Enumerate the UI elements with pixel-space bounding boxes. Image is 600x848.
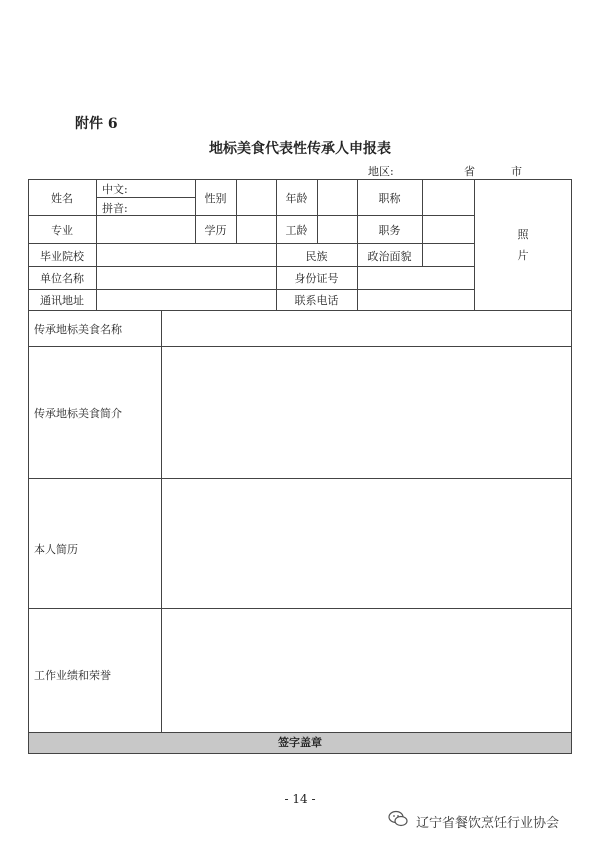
wechat-icon (388, 810, 408, 828)
major-label: 专业 (51, 224, 73, 237)
form-title: 地标美食代表性传承人申报表 (209, 141, 391, 157)
city-label: 市 (511, 165, 522, 178)
resume-label: 本人简历 (34, 543, 78, 556)
food-name-label: 传承地标美食名称 (34, 323, 122, 336)
photo-label-2: 片 (517, 249, 529, 262)
region-label: 地区: (368, 165, 394, 178)
employer-label: 单位名称 (40, 272, 84, 285)
attachment-label: 附件 6 (75, 116, 118, 132)
achievements-label: 工作业绩和荣誉 (34, 669, 111, 682)
signature-row: 签字盖章 (28, 732, 572, 754)
phone-label: 联系电话 (294, 294, 339, 307)
professional-title-label: 职称 (378, 192, 401, 205)
food-intro-label: 传承地标美食简介 (34, 407, 122, 420)
school-label: 毕业院校 (40, 250, 84, 263)
watermark-text: 辽宁省餐饮烹饪行业协会 (416, 816, 560, 831)
position-label: 职务 (378, 224, 401, 237)
address-label: 通讯地址 (40, 294, 84, 307)
page-number: - 14 - (284, 792, 316, 806)
education-label: 学历 (204, 224, 227, 237)
application-form-table (28, 179, 572, 755)
chinese-name-label: 中文: (102, 183, 128, 196)
name-label: 姓名 (51, 192, 73, 205)
gender-label: 性别 (204, 192, 227, 205)
age-label: 年龄 (285, 192, 308, 205)
photo-label-1: 照 (517, 228, 529, 241)
pinyin-name-label: 拼音: (102, 202, 128, 215)
political-status-label: 政治面貌 (367, 250, 412, 263)
id-number-label: 身份证号 (294, 272, 339, 285)
province-label: 省 (464, 165, 475, 178)
ethnicity-label: 民族 (305, 250, 328, 263)
work-years-label: 工龄 (285, 224, 308, 237)
